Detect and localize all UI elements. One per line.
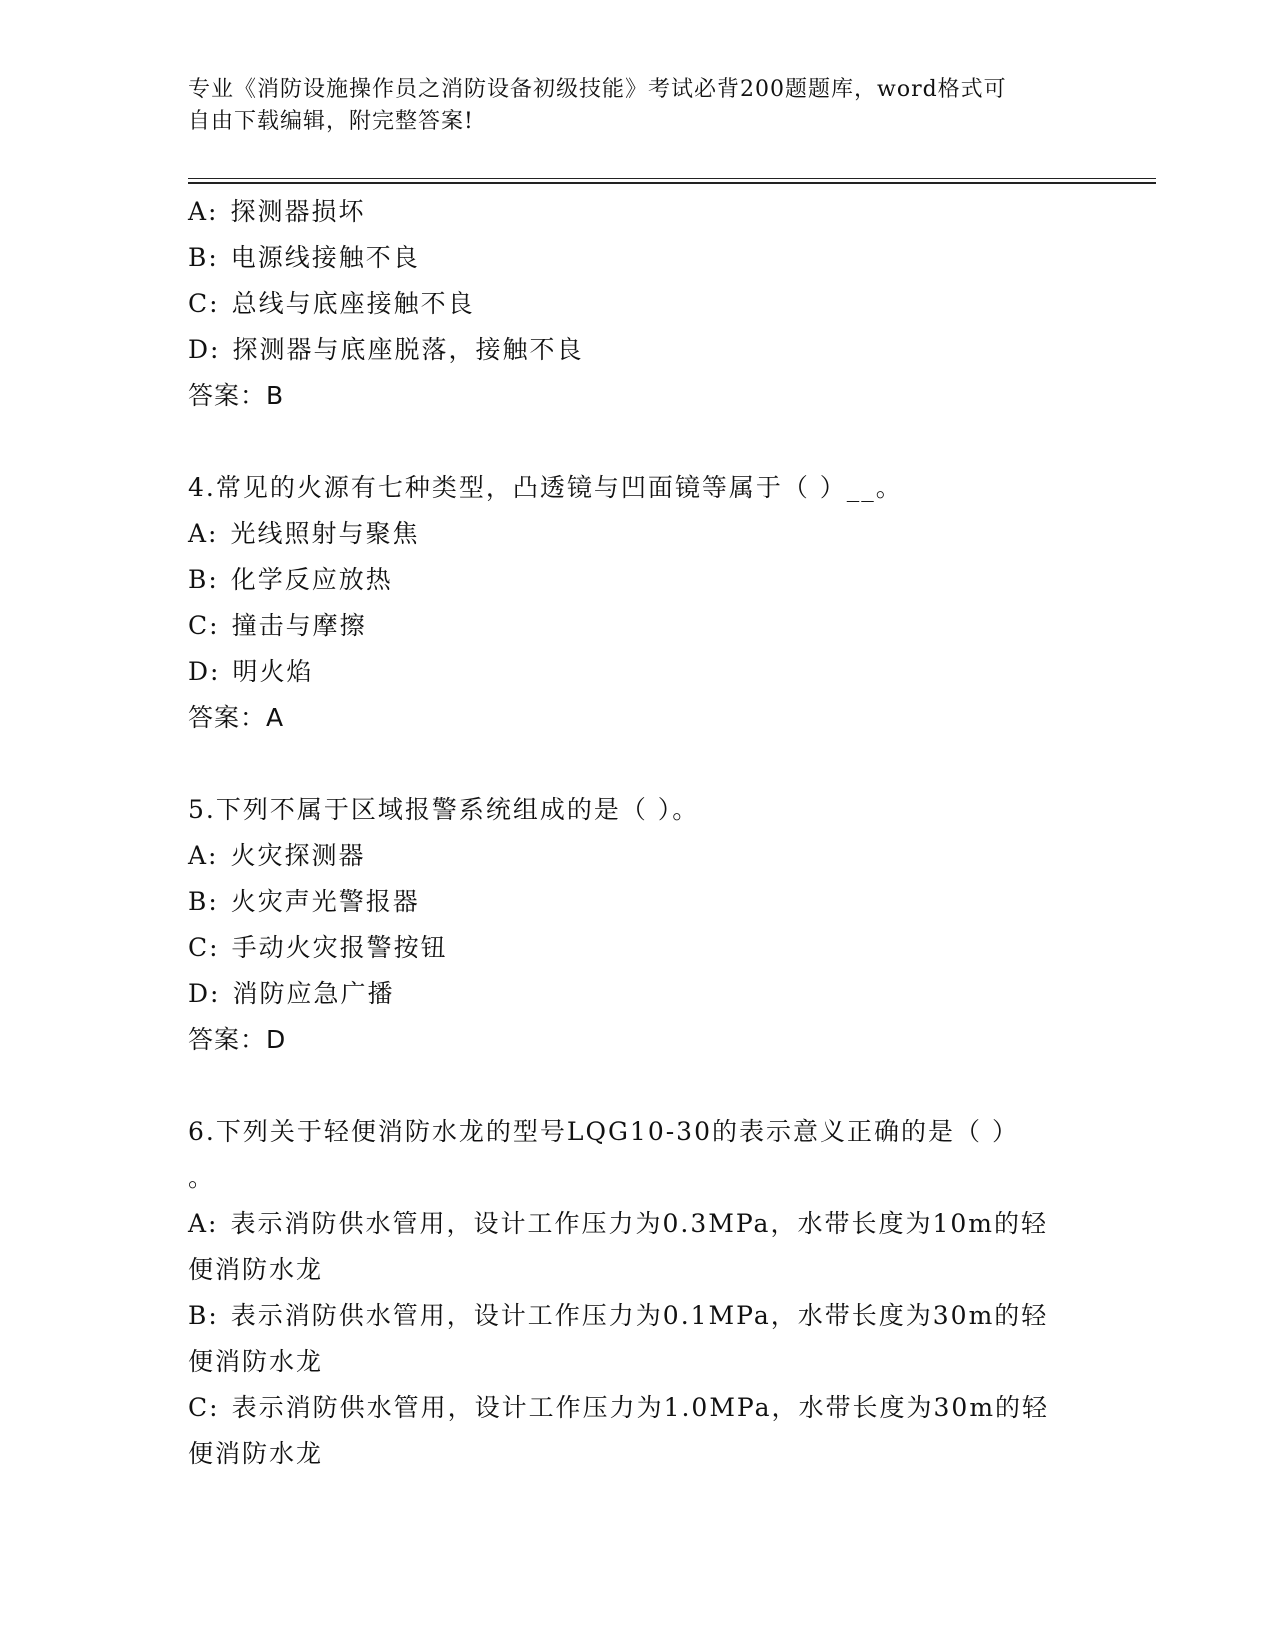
spacer — [188, 419, 1088, 465]
question-text: 5.下列不属于区域报警系统组成的是（ ）。 — [188, 795, 700, 824]
spacer — [188, 1063, 1088, 1109]
option-c: C: 总线与底座接触不良 — [188, 289, 475, 318]
question-4 — [188, 465, 1088, 741]
header-line-1: 专业《消防设施操作员之消防设备初级技能》考试必背200题题库，word格式可 — [188, 77, 1007, 102]
header-divider-top — [188, 178, 1156, 179]
header-divider-bottom — [188, 182, 1156, 184]
header-line-2: 自由下载编辑，附完整答案! — [188, 109, 474, 134]
question-text: 4.常见的火源有七种类型，凸透镜与凹面镜等属于（ ）__。 — [188, 473, 903, 502]
question-list — [188, 189, 1088, 1477]
answer: 答案：A — [188, 703, 285, 732]
document-header — [188, 74, 1068, 138]
option-c: C: 手动火灾报警按钮 — [188, 933, 448, 962]
answer: 答案：B — [188, 381, 285, 410]
option-a: A: 火灾探测器 — [188, 841, 366, 870]
option-d: D: 消防应急广播 — [188, 979, 395, 1008]
option-d: D: 明火焰 — [188, 657, 314, 686]
answer: 答案：D — [188, 1025, 287, 1054]
option-a: A: 表示消防供水管用，设计工作压力为0.3MPa，水带长度为10m的轻 便消防水龙 — [188, 1209, 1048, 1284]
option-b: B: 火灾声光警报器 — [188, 887, 420, 916]
option-d: D: 探测器与底座脱落，接触不良 — [188, 335, 584, 364]
question-5 — [188, 787, 1088, 1063]
option-a: A: 光线照射与聚焦 — [188, 519, 420, 548]
option-c: C: 表示消防供水管用，设计工作压力为1.0MPa，水带长度为30m的轻 便消防水龙 — [188, 1393, 1050, 1468]
question-text-line-2: 。 — [188, 1163, 216, 1192]
option-b: B: 化学反应放热 — [188, 565, 393, 594]
spacer — [188, 741, 1088, 787]
option-a: A: 探测器损坏 — [188, 197, 366, 226]
question-text-line-1: 6.下列关于轻便消防水龙的型号LQG10-30的表示意义正确的是（ ） — [188, 1117, 1019, 1146]
question-3 — [188, 189, 1088, 419]
option-c: C: 撞击与摩擦 — [188, 611, 367, 640]
option-b: B: 电源线接触不良 — [188, 243, 420, 272]
option-b: B: 表示消防供水管用，设计工作压力为0.1MPa，水带长度为30m的轻 便消防水龙 — [188, 1301, 1049, 1376]
question-6 — [188, 1109, 1088, 1477]
